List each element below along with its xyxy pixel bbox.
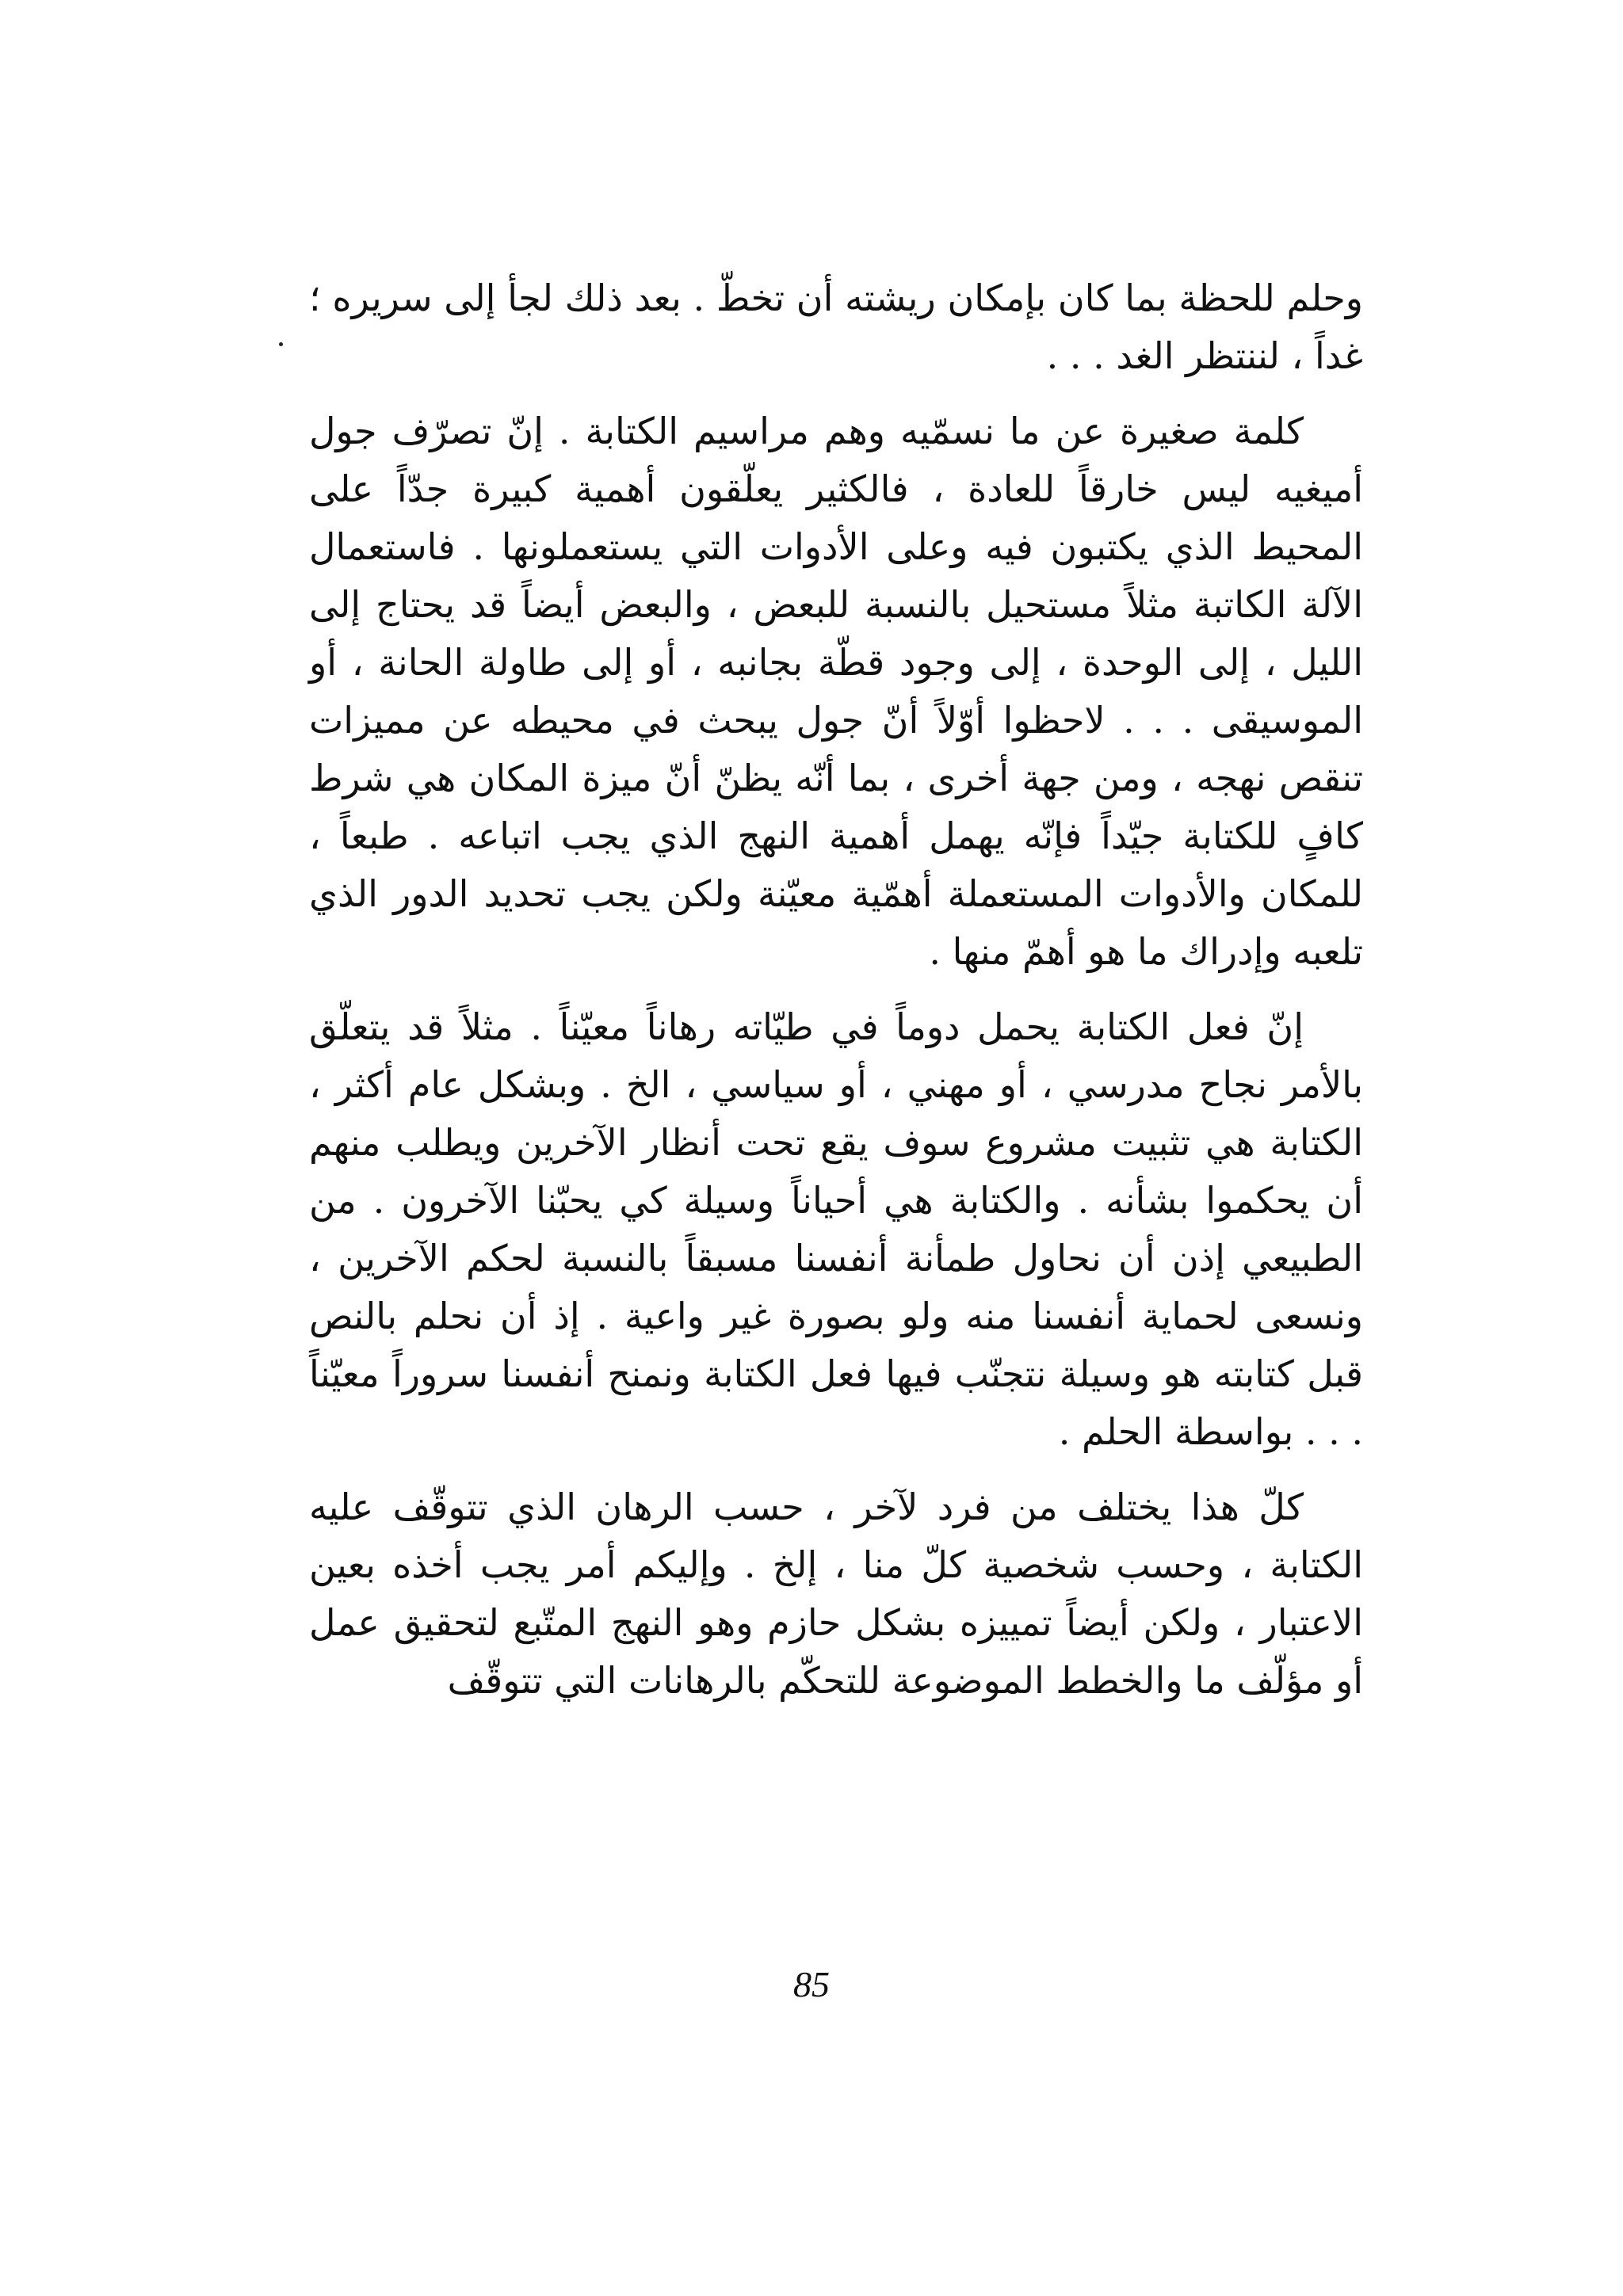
paragraph-writing-rituals: كلمة صغيرة عن ما نسمّيه وهم مراسيم الكتابة . إنّ تصرّف جول أميغيه ليس خارقاً للعادة ، فالكثير يعلّقون أهمية كبيرة جدّاً على المحيط الذي يكتبون فيه وعلى الأدوات التي يستعملونها . فاستعمال الآلة الكاتبة مثلاً مستحيل بالنسبة للبعض ، والبعض أيضاً قد يحتاج إلى الليل ، إلى الوحدة ، إلى وجود قطّة بجانبه ، أو إلى طاولة الحانة ، أو الموسيقى . . . لاحظوا أوّلاً أنّ جول يبحث في محيطه عن مميزات تنقص نهجه ، ومن جهة أخرى ، بما أنّه يظنّ أنّ ميزة المكان هي شرط كافٍ للكتابة جيّداً فإنّه يهمل أهمية النهج الذي يجب اتباعه . طبعاً ، للمكان والأدوات المستعملة أهمّية معيّنة ولكن يجب تحديد الدور الذي تلعبه وإدراك ما هو أهمّ منها . [309, 410, 1363, 973]
stray-ink-mark [279, 342, 283, 346]
paragraph-continuation: وحلم للحظة بما كان بإمكان ريشته أن تخطّ . بعد ذلك لجأ إلى سريره ؛ غداً ، لننتظر الغد . . . [309, 277, 1363, 377]
paragraph-writing-stakes: إنّ فعل الكتابة يحمل دوماً في طيّاته رهاناً معيّناً . مثلاً قد يتعلّق بالأمر نجاح مدرسي ، أو مهني ، أو سياسي ، الخ . وبشكل عام أكثر ، الكتابة هي تثبيت مشروع سوف يقع تحت أنظار الآخرين ويطلب منهم أن يحكموا بشأنه . والكتابة هي أحياناً وسيلة كي يحبّنا الآخرون . من الطبيعي إذن أن نحاول طمأنة أنفسنا مسبقاً بالنسبة لحكم الآخرين ، ونسعى لحماية أنفسنا منه ولو بصورة غير واعية . إذ أن نحلم بالنص قبل كتابته هو وسيلة نتجنّب فيها فعل الكتابة ونمنح أنفسنا سروراً معيّناً . . . بواسطة الحلم . [309, 1005, 1363, 1453]
page-number: 85 [793, 1964, 830, 2004]
paragraph-individual-differences: كلّ هذا يختلف من فرد لآخر ، حسب الرهان الذي تتوقّف عليه الكتابة ، وحسب شخصية كلّ منا ، إلخ . وإليكم أمر يجب أخذه بعين الاعتبار ، ولكن أيضاً تمييزه بشكل حازم وهو النهج المتّبع لتحقيق عمل أو مؤلّف ما والخطط الموضوعة للتحكّم بالرهانات التي تتوقّف [309, 1486, 1363, 1702]
page-body [309, 269, 1363, 1710]
